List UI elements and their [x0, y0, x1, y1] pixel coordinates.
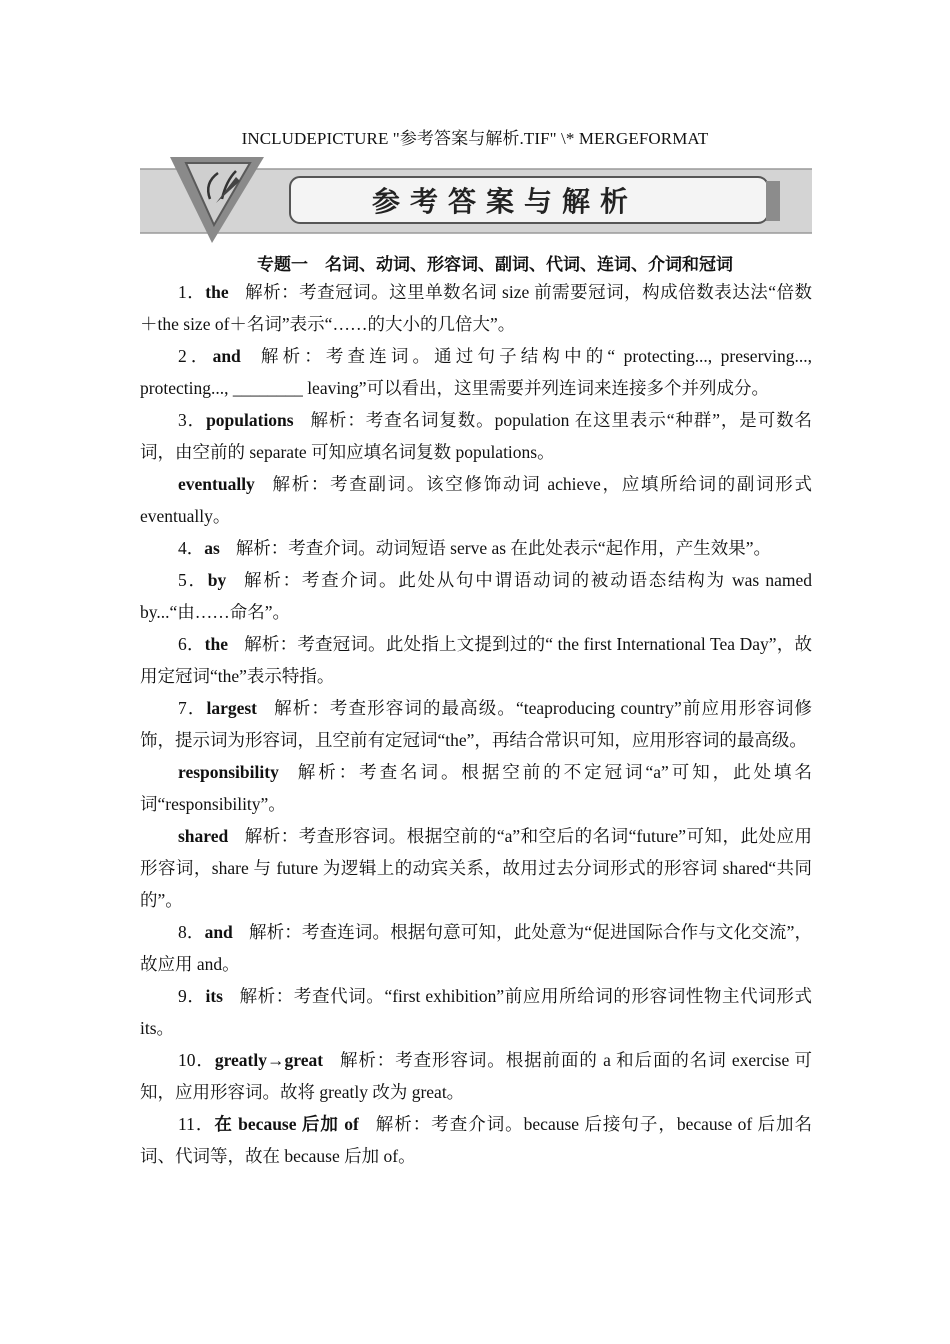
- item-answer: its: [205, 986, 223, 1006]
- item-explanation: 解析：考查连词。根据句意可知，此处意为“促进国际合作与文化交流”，故应用 and。: [140, 922, 813, 974]
- item-explanation: 解析：考查连词。通过句子结构中的“ protecting..., preserving..., protecting..., ________ leaving”可以看出，这里需要并列连词来连接多个并列成分。: [140, 346, 813, 398]
- section-heading: 专题一 名词、动词、形容词、副词、代词、连词、介词和冠词: [257, 255, 733, 275]
- item-explanation: 解析：考查副词。该空修饰动词 achieve，应填所给词的副词形式 eventually。: [140, 474, 812, 526]
- answer-item: [140, 1108, 812, 1172]
- answer-item: [140, 692, 812, 756]
- item-number: 2．: [178, 346, 213, 366]
- item-number: 11．: [178, 1114, 215, 1134]
- item-number: 9．: [178, 986, 206, 1006]
- item-explanation: 解析：考查名词复数。population 在这里表示“种群”，是可数名词，由空前的 separate 可知应填名词复数 populations。: [140, 410, 812, 462]
- item-answer: and: [212, 346, 241, 366]
- item-explanation: 解析：考查形容词。根据空前的“a”和空后的名词“future”可知，此处应用形容词，share 与 future 为逻辑上的动宾关系，故用过去分词形式的形容词 shared“共同的”。: [140, 826, 812, 910]
- answer-item: [140, 980, 812, 1044]
- item-answer: the: [205, 282, 229, 302]
- answer-list: [140, 276, 812, 1172]
- item-number: 5．: [178, 570, 208, 590]
- answer-item: [140, 628, 812, 692]
- item-explanation: 解析：考查介词。because 后接句子，because of 后加名词、代词等，故在 because 后加 of。: [140, 1114, 812, 1166]
- item-answer: largest: [206, 698, 258, 718]
- item-number: 3．: [178, 410, 207, 430]
- include-picture-field-code: INCLUDEPICTURE "参考答案与解析.TIF" \* MERGEFORMAT: [241, 129, 709, 148]
- item-number: 6．: [178, 634, 205, 654]
- item-explanation: 解析：考查形容词。根据前面的 a 和后面的名词 exercise 可知，应用形容词。故将 greatly 改为 great。: [140, 1050, 813, 1102]
- answer-item: [140, 532, 812, 564]
- item-number: 10．: [178, 1050, 215, 1070]
- answer-item: [140, 468, 812, 532]
- item-number: 4．: [178, 538, 205, 558]
- item-number: 7．: [178, 698, 207, 718]
- item-explanation: 解析：考查名词。根据空前的不定冠词“a”可知，此处填名词“responsibility”。: [140, 762, 812, 814]
- item-explanation: 解析：考查介词。此处从句中谓语动词的被动语态结构为 was named by...“由……命名”。: [140, 570, 812, 622]
- answer-item: [140, 916, 812, 980]
- item-answer: and: [204, 922, 233, 942]
- answer-item: [140, 404, 812, 468]
- item-explanation: 解析：考查冠词。这里单数名词 size 前需要冠词，构成倍数表达法“倍数＋the size of＋名词”表示“……的大小的几倍大”。: [140, 282, 812, 334]
- item-number: 8．: [178, 922, 205, 942]
- answer-item: [140, 564, 812, 628]
- item-answer: as: [204, 538, 220, 558]
- answer-item: [140, 276, 812, 340]
- answer-item: [140, 756, 812, 820]
- item-explanation: 解析：考查形容词的最高级。“teaproducing country”前应用形容词修饰，提示词为形容词，且空前有定冠词“the”，再结合常识可知，应用形容词的最高级。: [140, 698, 812, 750]
- answer-item: [140, 1044, 812, 1108]
- item-explanation: 解析：考查冠词。此处指上文提到过的“ the first International Tea Day”，故用定冠词“the”表示特指。: [140, 634, 812, 686]
- item-number: 1．: [178, 282, 206, 302]
- item-answer: the: [204, 634, 228, 654]
- answer-item: [140, 820, 812, 916]
- item-answer: eventually: [178, 474, 255, 494]
- item-answer: greatly→great: [214, 1050, 324, 1070]
- item-explanation: 解析：考查介词。动词短语 serve as 在此处表示“起作用，产生效果”。: [235, 538, 771, 558]
- item-answer: by: [207, 570, 227, 590]
- item-answer: responsibility: [178, 762, 279, 782]
- banner-title: 参考答案与解析: [371, 185, 638, 218]
- item-answer: 在 because 后加 of: [214, 1114, 359, 1134]
- answer-item: [140, 340, 812, 404]
- item-explanation: 解析：考查代词。“first exhibition”前应用所给词的形容词性物主代词形式 its。: [140, 986, 812, 1038]
- item-answer: shared: [178, 826, 229, 846]
- item-answer: populations: [206, 410, 294, 430]
